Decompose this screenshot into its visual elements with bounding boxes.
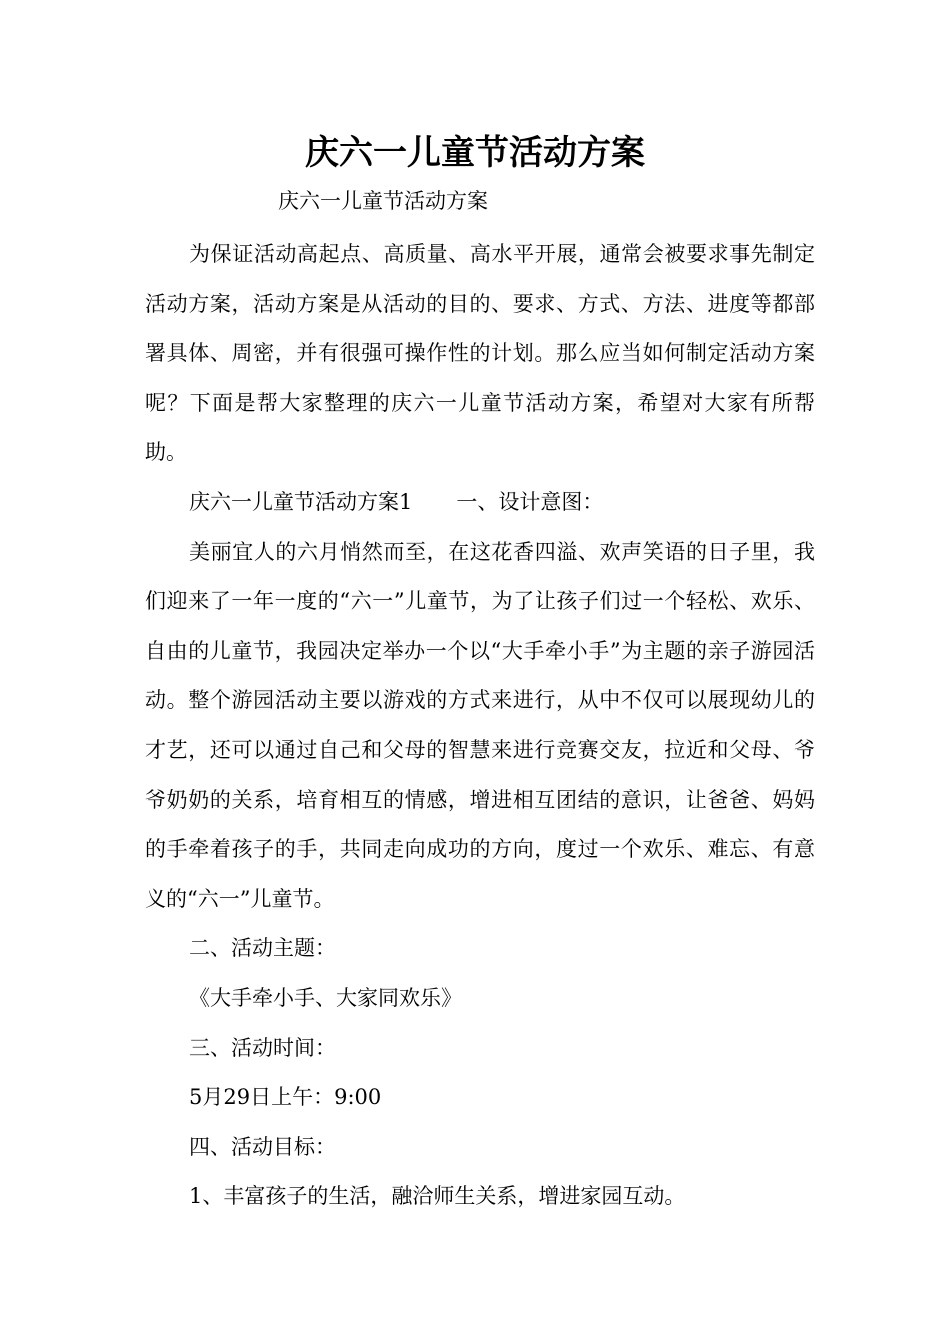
section3-paragraph: 5月29日上午：9:00 [189, 1085, 382, 1110]
section3-heading: 三、活动时间： [189, 1035, 336, 1060]
intro-paragraph: 为保证活动高起点、高质量、高水平开展，通常会被要求事先制定活动方案，活动方案是从活动的目的、要求、方式、方法、进度等都部署具体、周密，并有很强可操作性的计划。那么应当如何制定活动方案呢？下面是帮大家整理的庆六一儿童节活动方案，希望对大家有所帮助。 [145, 242, 815, 465]
section2-heading: 二、活动主题： [189, 936, 336, 961]
document-title: 庆六一儿童节活动方案 [305, 133, 645, 173]
section1-paragraph: 美丽宜人的六月悄然而至，在这花香四溢、欢声笑语的日子里，我们迎来了一年一度的“六一”儿童节，为了让孩子们过一个轻松、欢乐、自由的儿童节，我园决定举办一个以“大手牵小手”为主题的亲子游园活动。整个游园活动主要以游戏的方式来进行，从中不仅可以展现幼儿的才艺，还可以通过自己和父母的智慧来进行竞赛交友，拉近和父母、爷爷奶奶的关系，培育相互的情感，增进相互团结的意识，让爸爸、妈妈的手牵着孩子的手，共同走向成功的方向，度过一个欢乐、难忘、有意义的“六一”儿童节。 [145, 539, 815, 911]
section2-paragraph: 《大手牵小手、大家同欢乐》 [189, 985, 462, 1010]
plan-heading-line [145, 478, 815, 528]
document-body [145, 230, 815, 1222]
plan1-label: 庆六一儿童节活动方案1 [189, 489, 413, 514]
section1-heading: 一、设计意图： [456, 489, 604, 514]
document-subtitle: 庆六一儿童节活动方案 [278, 189, 488, 213]
section4-heading: 四、活动目标： [189, 1134, 336, 1159]
section4-item-1: 1、丰富孩子的生活，融洽师生关系，增进家园互动。 [189, 1184, 686, 1209]
